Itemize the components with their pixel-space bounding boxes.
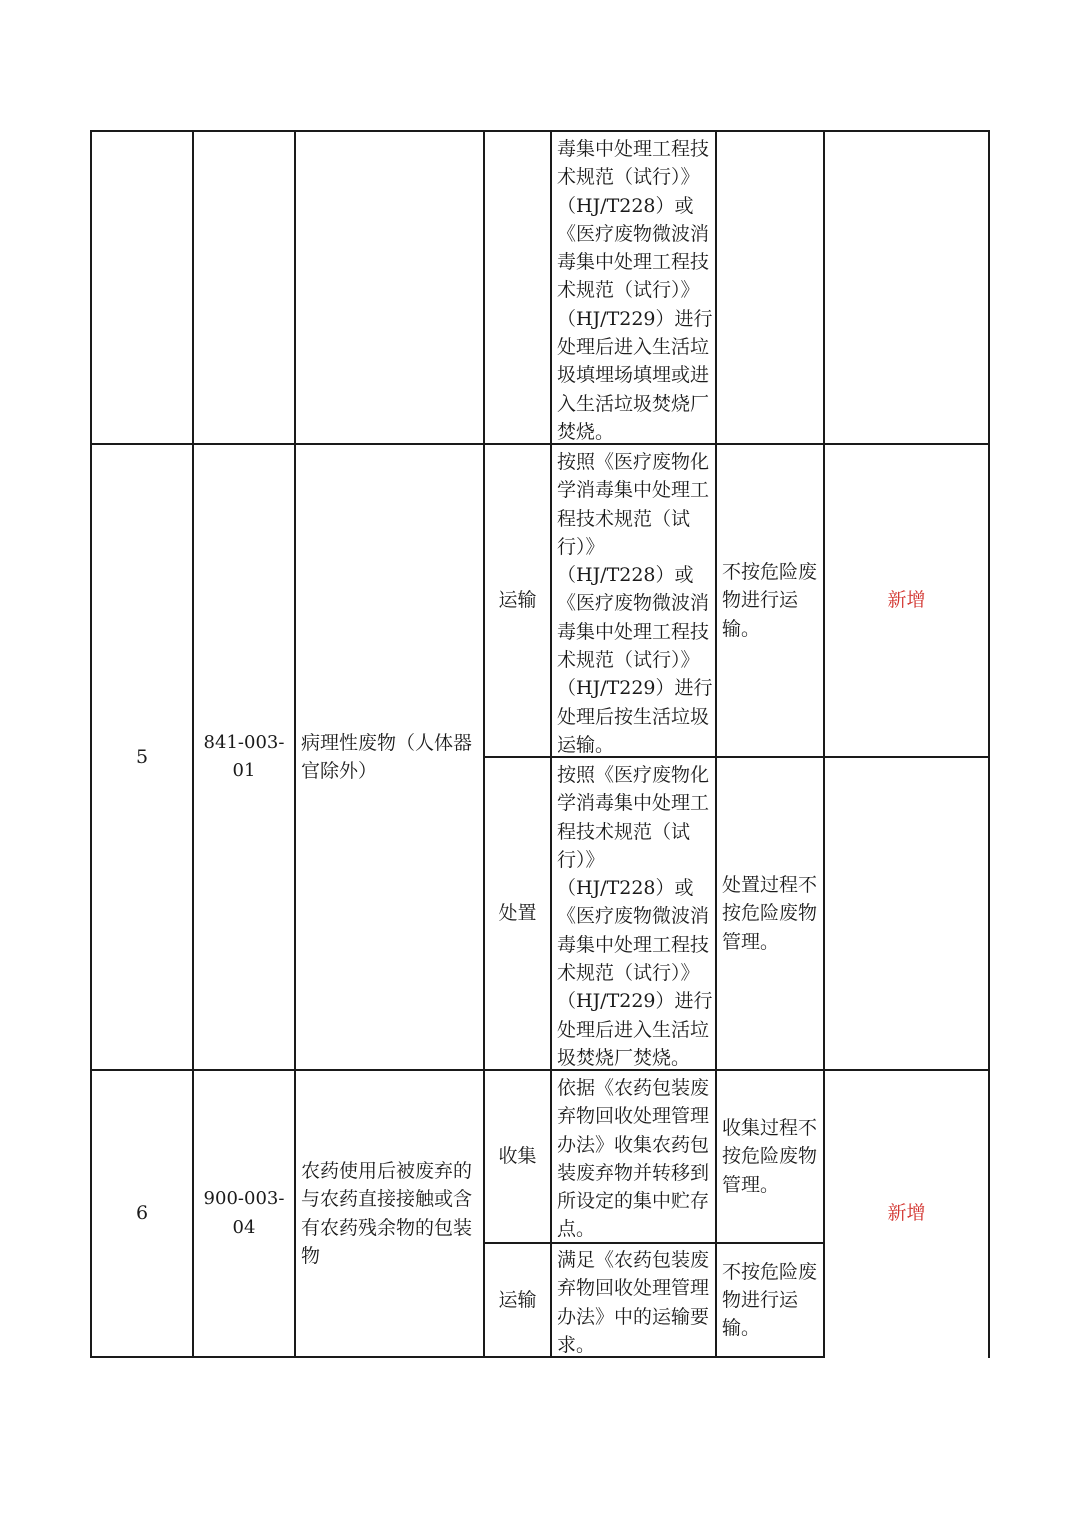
row6-code: 900-003-04 <box>203 1188 285 1238</box>
row6-note-badge: 新增 <box>887 1202 926 1225</box>
continued-method-cell: 毒集中处理工程技 术规范（试行）》 （HJ/T228）或 《医疗废物微波消 毒集中处理工程技 术规范（试行）》 （HJ/T229）进行 处理后进入生活垃 圾填埋场填埋或进 入生活垃圾焚烧厂 焚烧。 <box>557 138 713 443</box>
row5-code: 841-003-01 <box>203 731 285 781</box>
row6-seq-cell <box>92 1071 192 1356</box>
row6-transport-exemption: 不按危险废 物进行运 输。 <box>722 1260 818 1340</box>
row5-seq-cell <box>92 445 192 1069</box>
row5-transport-exemption: 不按危险废 物进行运 输。 <box>722 561 818 640</box>
row5-code-cell <box>194 445 294 1069</box>
row6-stage-collection: 收集 <box>498 1145 537 1168</box>
row6-code-cell <box>194 1071 294 1356</box>
row6-stage-transport: 运输 <box>498 1288 537 1311</box>
row6-name-cell: 农药使用后被废弃的 与农药直接接触或含 有农药残余物的包装 物 <box>301 1159 473 1267</box>
row5-disposal-exemption: 处置过程不 按危险废物 管理。 <box>722 874 818 953</box>
row5-note-badge: 新增 <box>887 589 926 612</box>
row5-seq: 5 <box>135 745 149 768</box>
row6-collection-method: 依据《农药包装废 弃物回收处理管理 办法》收集农药包 装废弃物并转移到 所设定的集中贮存 点。 <box>557 1077 710 1241</box>
row5-name-cell: 病理性废物（人体器 官除外） <box>301 731 473 782</box>
row5-transport-method: 按照《医疗废物化 学消毒集中处理工 程技术规范（试 行）》 （HJ/T228）或 《医疗废物微波消 毒集中处理工程技 术规范（试行）》 （HJ/T229）进行 处理后按生活垃圾 运输。 <box>557 451 713 756</box>
row5-stage-transport: 运输 <box>498 589 537 612</box>
row5-disposal-method: 按照《医疗废物化 学消毒集中处理工 程技术规范（试 行）》 （HJ/T228）或 《医疗废物微波消 毒集中处理工程技 术规范（试行）》 （HJ/T229）进行 处理后进入生活垃 圾焚烧厂焚烧。 <box>557 764 713 1069</box>
row6-seq: 6 <box>135 1202 149 1225</box>
row6-transport-method: 满足《农药包装废 弃物回收处理管理 办法》中的运输要 求。 <box>557 1249 710 1356</box>
row5-stage-disposal: 处置 <box>498 902 537 925</box>
row6-collection-exemption: 收集过程不 按危险废物 管理。 <box>722 1117 818 1196</box>
